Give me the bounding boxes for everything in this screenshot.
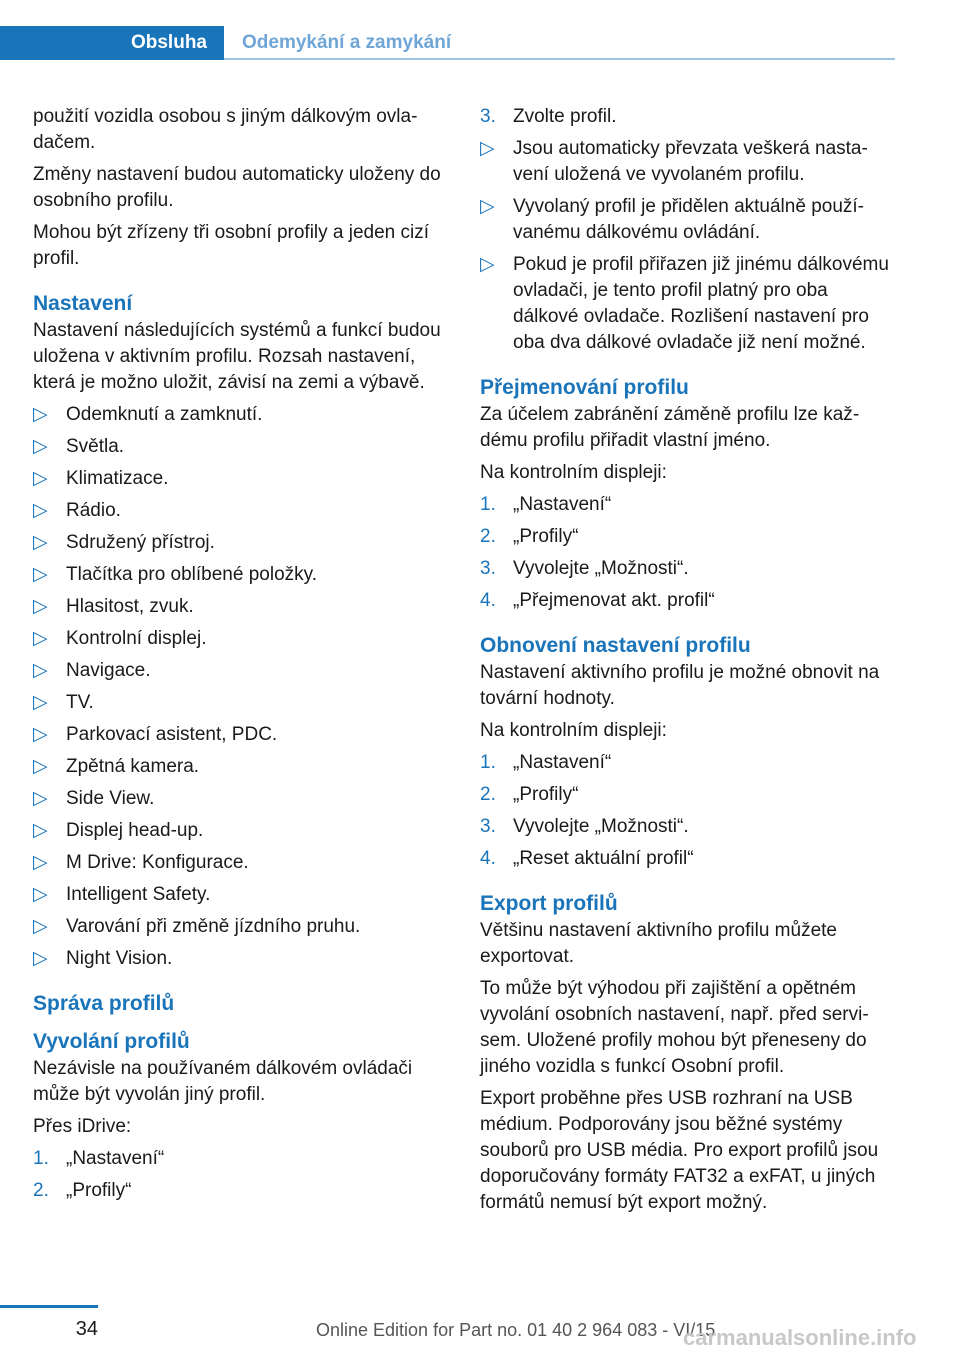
triangle-bullet-icon: ▷: [33, 916, 48, 937]
heading-sprava-profilu: Správa profilů: [33, 992, 175, 1015]
intro-paragraph: Změny nastavení budou automaticky uloženy do osobního profilu.: [33, 164, 441, 211]
triangle-bullet-icon: ▷: [33, 628, 48, 649]
list-item: 2. „Profily“: [480, 524, 896, 550]
step-number: 4.: [480, 590, 496, 611]
triangle-bullet-icon: ▷: [33, 404, 48, 425]
reset-text: Nastavení aktivního profilu je možné obnovit na tovární hodnoty.: [480, 662, 880, 709]
via-idrive-text: Přes iDrive:: [33, 1116, 132, 1137]
list-item: ▷ TV.: [33, 690, 449, 716]
heading-nastaveni: Nastavení: [33, 292, 133, 315]
step-number: 1.: [480, 494, 496, 515]
rename-steps: [480, 492, 896, 614]
list-item: ▷ Sdružený přístroj.: [33, 530, 449, 556]
left-column: [33, 104, 449, 1210]
triangle-bullet-icon: ▷: [480, 196, 495, 217]
export-paragraph: Export proběhne přes USB rozhraní na USB médium. Podporovány jsou běžné systémy souborů pro USB média. Pro export profilů jsou doporučovány formáty FAT32 a exFAT, u jiných formátů nemusí být export možný.: [480, 1088, 879, 1213]
list-item: ▷ Hlasitost, zvuk.: [33, 594, 449, 620]
triangle-bullet-icon: ▷: [33, 724, 48, 745]
step-number: 3.: [480, 558, 496, 579]
triangle-bullet-icon: ▷: [33, 948, 48, 969]
list-item: ▷ Zpětná kamera.: [33, 754, 449, 780]
list-item: ▷ Intelligent Safety.: [33, 882, 449, 908]
reset-display-text: Na kontrolním displeji:: [480, 720, 667, 741]
list-item: ▷ Night Vision.: [33, 946, 449, 972]
header-rule: [224, 58, 895, 60]
triangle-bullet-icon: ▷: [33, 596, 48, 617]
list-item: 3. Vyvolejte „Možnosti“.: [480, 556, 896, 582]
heading-export: Export profilů: [480, 892, 618, 915]
triangle-bullet-icon: ▷: [33, 820, 48, 841]
step-number: 1.: [33, 1148, 49, 1169]
triangle-bullet-icon: ▷: [33, 788, 48, 809]
footer-rule: [0, 1305, 98, 1308]
list-item: 1. „Nastavení“: [33, 1146, 449, 1172]
triangle-bullet-icon: ▷: [33, 660, 48, 681]
list-item: 1. „Nastavení“: [480, 492, 896, 518]
list-item: 2. „Profily“: [33, 1178, 449, 1204]
list-item: ▷ Displej head-up.: [33, 818, 449, 844]
triangle-bullet-icon: ▷: [33, 692, 48, 713]
list-item: ▷ Tlačítka pro oblíbené položky.: [33, 562, 449, 588]
list-item: ▷ Side View.: [33, 786, 449, 812]
triangle-bullet-icon: ▷: [33, 756, 48, 777]
rename-display-text: Na kontrolním displeji:: [480, 462, 667, 483]
list-item: ▷ Pokud je profil přiřazen již jinému dálkovému ovladači, je tento profil platný pro oba dálkové ovladače. Rozlišení nastavení pro oba dva dálkové ovladače již není možné.: [480, 254, 889, 353]
tab-odemykani[interactable]: Odemykání a zamykání: [242, 32, 452, 53]
watermark: carmanualsonline.info: [683, 1325, 917, 1350]
step-number: 4.: [480, 848, 496, 869]
list-item: ▷ Kontrolní displej.: [33, 626, 449, 652]
list-item: 3. Zvolte profil.: [480, 104, 896, 130]
triangle-bullet-icon: ▷: [33, 468, 48, 489]
recall-steps-continued: [480, 104, 896, 130]
intro-paragraph: Mohou být zřízeny tři osobní profily a jeden cizí profil.: [33, 222, 430, 269]
step-number: 3.: [480, 106, 496, 127]
triangle-bullet-icon: ▷: [480, 138, 495, 159]
list-item: 1. „Nastavení“: [480, 750, 896, 776]
step-number: 1.: [480, 752, 496, 773]
right-column: [480, 104, 896, 1222]
list-item: ▷ Jsou automaticky převzata veškerá nastavení uložená ve vyvolaném profilu.: [480, 138, 868, 185]
page-number: 34: [75, 1318, 98, 1340]
list-item: ▷ Navigace.: [33, 658, 449, 684]
vyvolani-text: Nezávisle na používaném dálkovém ovládači může být vyvolán jiný profil.: [33, 1058, 413, 1105]
nastaveni-text: Nastavení následujících systémů a funkcí budou uložena v aktivním profilu. Rozsah nastavení, která je možno uložit, závisí na zemi a výbavě.: [33, 320, 441, 393]
header-tabs: [0, 26, 895, 60]
heading-obnoveni: Obnovení nastavení profilu: [480, 634, 751, 657]
triangle-bullet-icon: ▷: [33, 532, 48, 553]
recall-steps: [33, 1146, 449, 1204]
list-item: ▷ Odemknutí a zamknutí.: [33, 402, 449, 428]
reset-steps: [480, 750, 896, 872]
export-paragraph: Většinu nastavení aktivního profilu můžete exportovat.: [480, 920, 837, 967]
list-item: ▷ Parkovací asistent, PDC.: [33, 722, 449, 748]
list-item: ▷ Rádio.: [33, 498, 449, 524]
list-item: ▷ Vyvolaný profil je přidělen aktuálně používanému dálkovému ovládání.: [480, 196, 864, 243]
triangle-bullet-icon: ▷: [480, 254, 495, 275]
triangle-bullet-icon: ▷: [33, 884, 48, 905]
step-number: 2.: [480, 526, 496, 547]
rename-text: Za účelem zabránění záměně profilu lze každému profilu přiřadit vlastní jméno.: [480, 404, 860, 451]
list-item: ▷ Varování při změně jízdního pruhu.: [33, 914, 449, 940]
list-item: 4. „Reset aktuální profil“: [480, 846, 896, 872]
list-item: ▷ Světla.: [33, 434, 449, 460]
recall-notes: [480, 136, 896, 356]
step-number: 2.: [480, 784, 496, 805]
list-item: ▷ Klimatizace.: [33, 466, 449, 492]
intro-paragraph: použití vozidla osobou s jiným dálkovým ovladačem.: [33, 106, 418, 153]
tab-obsluha[interactable]: Obsluha: [0, 26, 224, 60]
step-number: 2.: [33, 1180, 49, 1201]
triangle-bullet-icon: ▷: [33, 500, 48, 521]
triangle-bullet-icon: ▷: [33, 852, 48, 873]
list-item: 2. „Profily“: [480, 782, 896, 808]
triangle-bullet-icon: ▷: [33, 436, 48, 457]
list-item: ▷ M Drive: Konfigurace.: [33, 850, 449, 876]
step-number: 3.: [480, 816, 496, 837]
list-item: 3. Vyvolejte „Možnosti“.: [480, 814, 896, 840]
edition-text: Online Edition for Part no. 01 40 2 964 083 - VI/15: [316, 1320, 716, 1340]
heading-vyvolani-profilu: Vyvolání profilů: [33, 1030, 190, 1053]
triangle-bullet-icon: ▷: [33, 564, 48, 585]
heading-prejmenovani: Přejmenování profilu: [480, 376, 689, 399]
settings-list: [33, 402, 449, 972]
export-paragraph: To může být výhodou při zajištění a opětném vyvolání osobních nastavení, např. před servisem. Uložené profily mohou být přeneseny do jiného vozidla s funkcí Osobní profil.: [480, 978, 869, 1077]
list-item: 4. „Přejmenovat akt. profil“: [480, 588, 896, 614]
